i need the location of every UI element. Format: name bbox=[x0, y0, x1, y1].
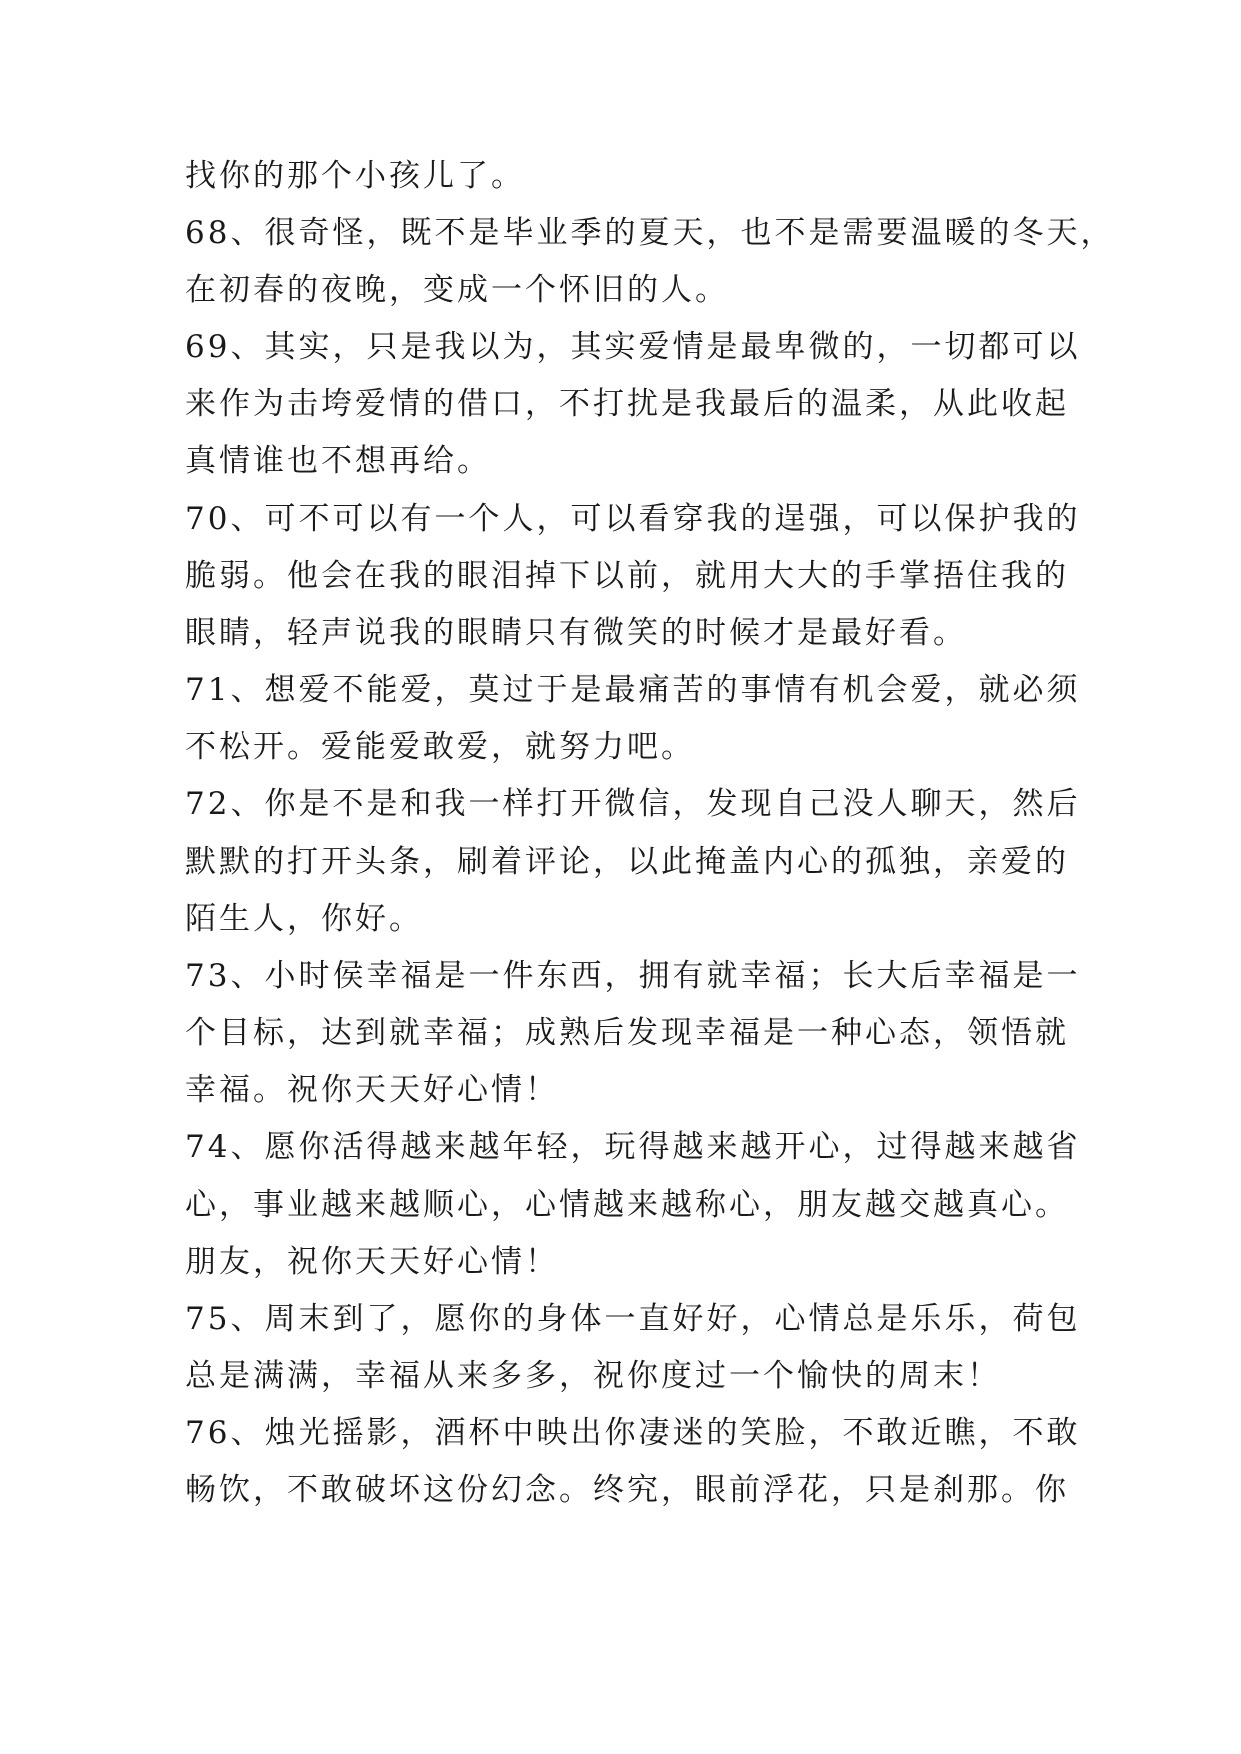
text-line: 畅饮，不敢破坏这份幻念。终究，眼前浮花，只是刹那。你 bbox=[185, 1472, 1069, 1508]
text-line: 71、想爱不能爱，莫过于是最痛苦的事情有机会爱，就必须 bbox=[185, 672, 1081, 708]
text-line: 找你的那个小孩儿了。 bbox=[185, 158, 525, 194]
text-line: 76、烛光摇影，酒杯中映出你凄迷的笑脸，不敢近瞧，不敢 bbox=[185, 1415, 1081, 1451]
text-line: 69、其实，只是我以为，其实爱情是最卑微的，一切都可以 bbox=[185, 329, 1081, 365]
text-line: 心，事业越来越顺心，心情越来越称心，朋友越交越真心。 bbox=[185, 1187, 1069, 1223]
text-line: 眼睛，轻声说我的眼睛只有微笑的时候才是最好看。 bbox=[185, 615, 967, 651]
text-line: 脆弱。他会在我的眼泪掉下以前，就用大大的手掌捂住我的 bbox=[185, 558, 1069, 594]
text-line: 总是满满，幸福从来多多，祝你度过一个愉快的周末！ bbox=[185, 1358, 1001, 1394]
text-line: 73、小时侯幸福是一件东西，拥有就幸福；长大后幸福是一 bbox=[185, 958, 1081, 994]
text-line: 不松开。爱能爱敢爱，就努力吧。 bbox=[185, 729, 695, 765]
text-line: 默默的打开头条，刷着评论，以此掩盖内心的孤独，亲爱的 bbox=[185, 844, 1069, 880]
text-line: 幸福。祝你天天好心情！ bbox=[185, 1072, 559, 1108]
text-line: 陌生人，你好。 bbox=[185, 901, 423, 937]
text-line: 来作为击垮爱情的借口，不打扰是我最后的温柔，从此收起 bbox=[185, 386, 1069, 422]
text-line: 在初春的夜晚，变成一个怀旧的人。 bbox=[185, 272, 729, 308]
text-line: 70、可不可以有一个人，可以看穿我的逞强，可以保护我的 bbox=[185, 501, 1081, 537]
text-line: 真情谁也不想再给。 bbox=[185, 443, 491, 479]
text-line: 74、愿你活得越来越年轻，玩得越来越开心，过得越来越省 bbox=[185, 1129, 1081, 1165]
text-line: 75、周末到了，愿你的身体一直好好，心情总是乐乐，荷包 bbox=[185, 1301, 1081, 1337]
text-line: 68、很奇怪，既不是毕业季的夏天，也不是需要温暖的冬天， bbox=[185, 215, 1115, 251]
text-line: 个目标，达到就幸福；成熟后发现幸福是一种心态，领悟就 bbox=[185, 1015, 1069, 1051]
text-line: 朋友，祝你天天好心情！ bbox=[185, 1244, 559, 1280]
text-line: 72、你是不是和我一样打开微信，发现自己没人聊天，然后 bbox=[185, 786, 1081, 822]
